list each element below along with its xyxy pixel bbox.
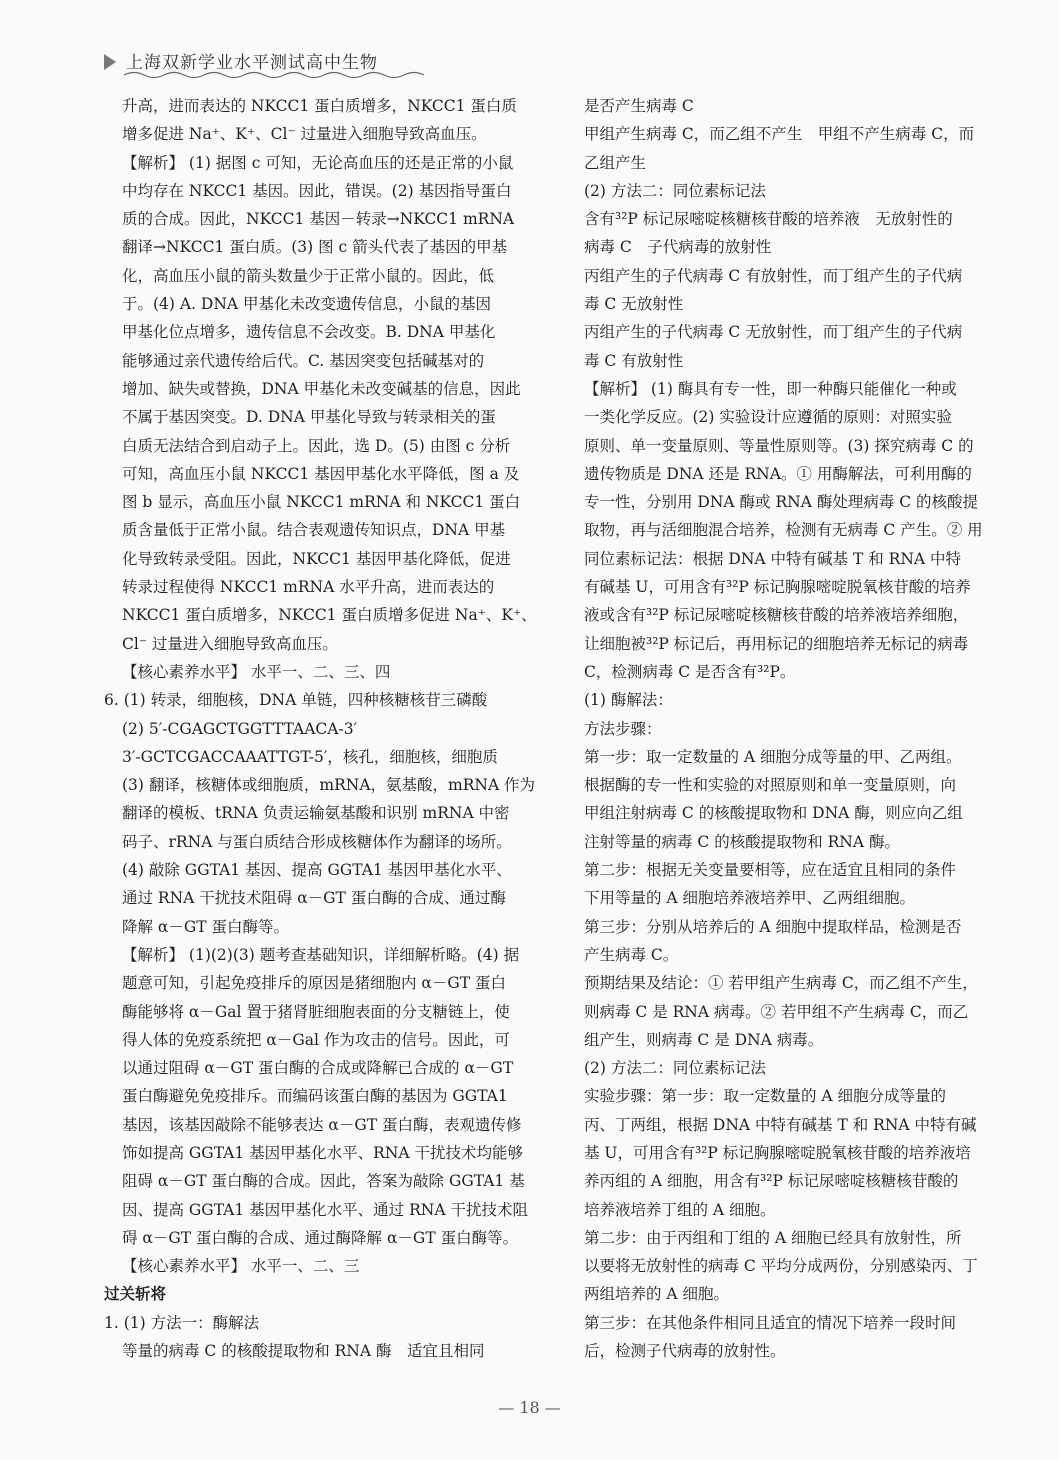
text-line: 丙组产生的子代病毒 C 无放射性，而丁组产生的子代病 [584, 323, 963, 342]
text-line: 升高，进而表达的 NKCC1 蛋白质增多，NKCC1 蛋白质 [122, 97, 517, 115]
text-line: 翻译→NKCC1 蛋白质。(3) 图 c 箭头代表了基因的甲基 [122, 238, 508, 257]
text-line: 丙、丁两组，根据 DNA 中特有碱基 T 和 RNA 中特有碱 [584, 1115, 977, 1134]
text-line: 病毒 C 子代病毒的放射性 [584, 238, 772, 257]
text-line: 有碱基 U，可用含有³²P 标记胸腺嘧啶脱氧核苷酸的培养 [584, 578, 971, 597]
header-title: 上海双新学业水平测试高中生物 [126, 53, 378, 73]
text-line: 【核心素养水平】 水平一、二、三 [122, 1257, 360, 1276]
text-line: 毒 C 无放射性 [584, 295, 684, 314]
text-line: 注射等量的病毒 C 的核酸提取物和 RNA 酶。 [584, 832, 900, 851]
text-line: 则病毒 C 是 RNA 病毒。② 若甲组不产生病毒 C，而乙 [584, 1002, 969, 1021]
text-line: 一类化学反应。(2) 实验设计应遵循的原则：对照实验 [584, 408, 952, 427]
text-line: 以通过阻碍 α－GT 蛋白酶的合成或降解已合成的 α－GT [122, 1059, 514, 1078]
text-line: (2) 方法二：同位素标记法 [584, 1059, 766, 1078]
page-number: — 18 — [498, 1398, 561, 1417]
text-line: 甲组产生病毒 C，而乙组不产生 甲组不产生病毒 C，而 [584, 125, 975, 144]
text-line: 遗传物质是 DNA 还是 RNA。① 用酶解法，可利用酶的 [584, 464, 972, 483]
text-line: 翻译的模板、tRNA 负责运输氨基酸和识别 mRNA 中密 [122, 804, 510, 823]
text-line: Cl⁻ 过量进入细胞导致高血压。 [122, 634, 338, 653]
text-line: 第二步：由于丙组和丁组的 A 细胞已经具有放射性，所 [584, 1228, 962, 1247]
text-line: 液或含有³²P 标记尿嘧啶核糖核苷酸的培养液培养细胞， [584, 606, 969, 625]
text-line: 【解析】 (1)(2)(3) 题考查基础知识，详细解析略。(4) 据 [122, 945, 520, 964]
text-line: 降解 α－GT 蛋白酶等。 [122, 917, 290, 936]
wavy-underline [124, 70, 424, 80]
text-line: 碍 α－GT 蛋白酶的合成、通过酶降解 α－GT 蛋白酶等。 [122, 1228, 519, 1247]
text-line: 是否产生病毒 C [584, 97, 694, 115]
text-line: 含有³²P 标记尿嘧啶核糖核苷酸的培养液 无放射性的 [584, 210, 953, 229]
text-line: 甲基化位点增多，遗传信息不会改变。B. DNA 甲基化 [122, 323, 496, 342]
text-line: 后，检测子代病毒的放射性。 [584, 1342, 786, 1361]
text-line: 毒 C 有放射性 [584, 351, 684, 370]
text-line: (1) 酶解法： [584, 691, 673, 710]
right-column [584, 92, 994, 1365]
text-line: 等量的病毒 C 的核酸提取物和 RNA 酶 适宜且相同 [122, 1342, 485, 1361]
text-line: 质含量低于正常小鼠。结合表观遗传知识点，DNA 甲基 [122, 521, 506, 540]
text-line: 【解析】 (1) 酶具有专一性，即一种酶只能催化一种或 [584, 379, 957, 398]
text-line: 方法步骤： [584, 719, 662, 738]
text-line: 化导致转录受阻。因此，NKCC1 基因甲基化降低，促进 [122, 549, 511, 568]
left-column [104, 92, 537, 1365]
text-line: 能够通过亲代遗传给后代。C. 基因突变包括碱基对的 [122, 351, 485, 370]
text-line: 原则、单一变量原则、等量性原则等。(3) 探究病毒 C 的 [584, 436, 974, 455]
text-line: 第一步：取一定数量的 A 细胞分成等量的甲、乙两组。 [584, 747, 962, 766]
text-line: 1. (1) 方法一：酶解法 [104, 1313, 260, 1332]
text-line: 第二步：根据无关变量要相等，应在适宜且相同的条件 [584, 861, 957, 880]
text-line: 让细胞被³²P 标记后，再用标记的细胞培养无标记的病毒 [584, 634, 969, 653]
text-line: 蛋白酶避免免疫排斥。而编码该蛋白酶的基因为 GGTA1 [122, 1087, 508, 1106]
text-line: 转录过程使得 NKCC1 mRNA 水平升高，进而表达的 [122, 578, 495, 597]
text-line: 甲组注射病毒 C 的核酸提取物和 DNA 酶，则应向乙组 [584, 804, 963, 823]
text-line: 第三步：分别从培养后的 A 细胞中提取样品，检测是否 [584, 917, 962, 936]
text-line: 取物，再与活细胞混合培养，检测有无病毒 C 产生。② 用 [584, 521, 983, 540]
text-line: 因、提高 GGTA1 基因甲基化水平、通过 RNA 干扰技术阻 [122, 1200, 528, 1219]
text-line: 培养液培养丁组的 A 细胞。 [584, 1200, 776, 1219]
text-line: 【核心素养水平】 水平一、二、三、四 [122, 662, 391, 681]
text-line: 码子、rRNA 与蛋白质结合形成核糖体作为翻译的场所。 [122, 832, 512, 851]
text-line: 预期结果及结论：① 若甲组产生病毒 C，而乙组不产生， [584, 974, 978, 993]
text-line: 化，高血压小鼠的箭头数量少于正常小鼠的。因此，低 [122, 266, 495, 285]
text-line: 基因，该基因敲除不能够表达 α－GT 蛋白酶，表观遗传修 [122, 1115, 522, 1134]
text-line: 同位素标记法：根据 DNA 中特有碱基 T 和 RNA 中特 [584, 549, 962, 568]
text-line: 实验步骤：第一步：取一定数量的 A 细胞分成等量的 [584, 1087, 947, 1106]
text-line: 6. (1) 转录，细胞核，DNA 单链，四种核糖核苷三磷酸 [104, 691, 488, 710]
text-line: 丙组产生的子代病毒 C 有放射性，而丁组产生的子代病 [584, 266, 963, 285]
text-line: 于。(4) A. DNA 甲基化未改变遗传信息，小鼠的基因 [122, 295, 492, 314]
text-line: 增多促进 Na⁺、K⁺、Cl⁻ 过量进入细胞导致高血压。 [122, 125, 487, 144]
text-line: 通过 RNA 干扰技术阻碍 α－GT 蛋白酶的合成、通过酶 [122, 889, 506, 908]
text-line: 得人体的免疫系统把 α－Gal 作为攻击的信号。因此，可 [122, 1030, 510, 1049]
text-line: C，检测病毒 C 是否含有³²P。 [584, 662, 796, 681]
text-line: 阻碍 α－GT 蛋白酶的合成。因此，答案为敲除 GGTA1 基 [122, 1172, 525, 1191]
text-line: 两组培养的 A 细胞。 [584, 1285, 730, 1304]
text-line: (3) 翻译，核糖体或细胞质，mRNA，氨基酸，mRNA 作为 [122, 776, 536, 795]
text-line: 图 b 显示，高血压小鼠 NKCC1 mRNA 和 NKCC1 蛋白 [122, 493, 521, 512]
text-line: 【解析】 (1) 据图 c 可知，无论高血压的还是正常的小鼠 [122, 153, 514, 172]
text-line: 质的合成。因此，NKCC1 基因－转录→NKCC1 mRNA [122, 210, 515, 229]
text-line: (4) 敲除 GGTA1 基因、提高 GGTA1 基因甲基化水平、 [122, 861, 512, 880]
text-line: 酶能够将 α－Gal 置于猪肾脏细胞表面的分支糖链上，使 [122, 1002, 510, 1021]
running-header [104, 48, 424, 82]
triangle-marker-icon [104, 54, 116, 70]
text-line: 题意可知，引起免疫排斥的原因是猪细胞内 α－GT 蛋白 [122, 974, 507, 993]
text-line: (2) 方法二：同位素标记法 [584, 181, 766, 200]
text-line: 下用等量的 A 细胞培养液培养甲、乙两组细胞。 [584, 889, 916, 908]
text-line: 产生病毒 C。 [584, 945, 679, 964]
text-line: 不属于基因突变。D. DNA 甲基化导致与转录相关的蛋 [122, 408, 496, 427]
text-line: 3′-GCTCGACCAAATTGT-5′，核孔，细胞核，细胞质 [122, 747, 498, 766]
text-line: 过关斩将 [104, 1284, 167, 1304]
text-line: 乙组产生 [584, 153, 647, 172]
text-line: NKCC1 蛋白质增多，NKCC1 蛋白质增多促进 Na⁺、K⁺、 [122, 606, 537, 625]
text-line: 增加、缺失或替换，DNA 甲基化未改变碱基的信息，因此 [122, 379, 521, 398]
text-line: 组产生，则病毒 C 是 DNA 病毒。 [584, 1030, 824, 1049]
text-line: 根据酶的专一性和实验的对照原则和单一变量原则，向 [584, 776, 957, 795]
text-line: (2) 5′-CGAGCTGGTTTAACA-3′ [122, 719, 358, 738]
text-line: 专一性，分别用 DNA 酶或 RNA 酶处理病毒 C 的核酸提 [584, 493, 979, 512]
text-line: 白质无法结合到启动子上。因此，选 D。(5) 由图 c 分析 [122, 436, 511, 455]
text-line: 养丙组的 A 细胞，用含有³²P 标记尿嘧啶核糖核苷酸的 [584, 1172, 959, 1191]
text-line: 基 U，可用含有³²P 标记胸腺嘧啶脱氧核苷酸的培养液培 [584, 1143, 971, 1162]
text-line: 饰如提高 GGTA1 基因甲基化水平、RNA 干扰技术均能够 [122, 1143, 524, 1162]
text-line: 以要将无放射性的病毒 C 平均分成两份，分别感染丙、丁 [584, 1257, 978, 1276]
text-line: 第三步：在其他条件相同且适宜的情况下培养一段时间 [584, 1313, 957, 1332]
text-line: 中均存在 NKCC1 基因。因此，错误。(2) 基因指导蛋白 [122, 181, 512, 200]
text-line: 可知，高血压小鼠 NKCC1 基因甲基化水平降低，图 a 及 [122, 464, 520, 483]
